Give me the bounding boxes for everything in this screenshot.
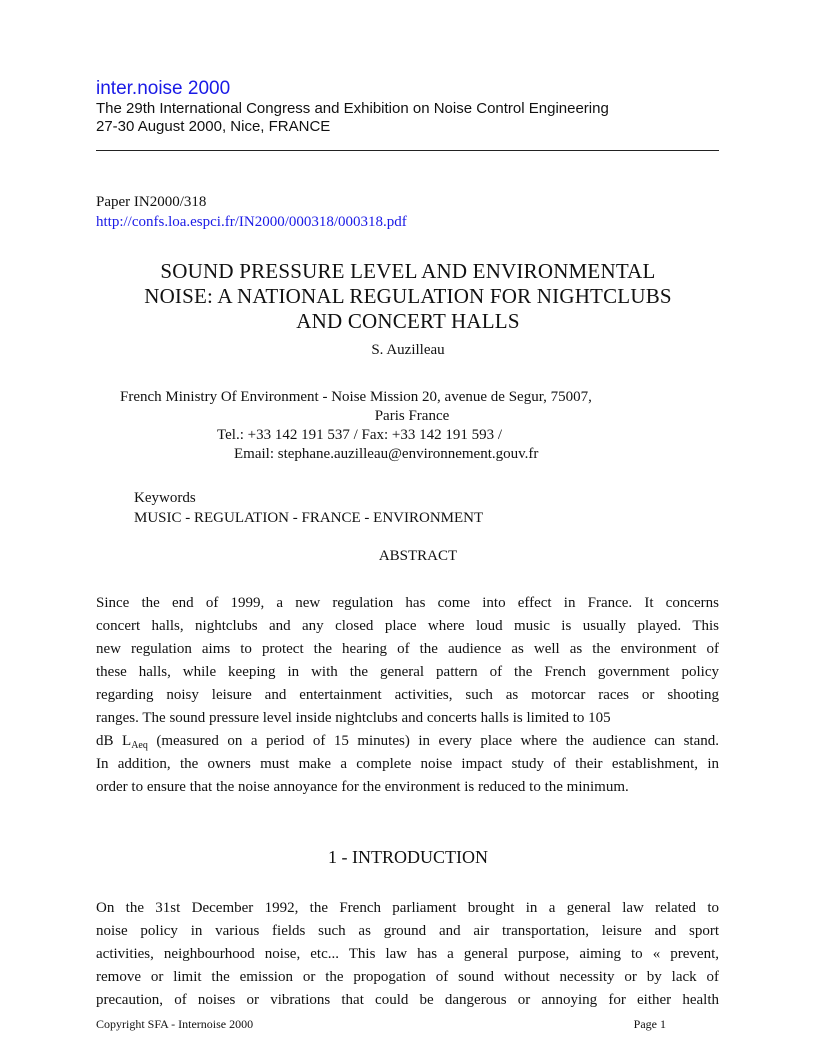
abstract-line: these halls, while keeping in with the general pattern of the French government policy <box>96 664 719 680</box>
paper-title <box>96 259 720 334</box>
introduction-line: precaution, of noises or vibrations that could be dangerous or annoying for either health <box>96 992 719 1008</box>
introduction-line: On the 31st December 1992, the French parliament brought in a general law related to <box>96 900 719 916</box>
level-unit: dB L <box>96 733 132 749</box>
keywords-label: Keywords <box>134 490 196 506</box>
author-name: S. Auzilleau <box>371 342 445 358</box>
level-text: (measured on a period of 15 minutes) in every place where the audience can stand. <box>147 733 719 749</box>
conference-header <box>96 78 720 136</box>
abstract-line-level <box>96 730 719 753</box>
introduction-line: remove or limit the emission or the propogation of sound without necessity or by lack of <box>96 969 719 985</box>
header-divider <box>96 150 719 151</box>
paper-meta <box>96 192 407 232</box>
title-line: SOUND PRESSURE LEVEL AND ENVIRONMENTAL <box>160 259 656 283</box>
title-line: NOISE: A NATIONAL REGULATION FOR NIGHTCLUBS <box>144 284 672 308</box>
page-footer <box>96 1016 666 1032</box>
keywords-list: MUSIC - REGULATION - FRANCE - ENVIRONMENT <box>134 510 484 526</box>
introduction-text <box>96 897 719 1012</box>
conference-subtitle: The 29th International Congress and Exhibition on Noise Control Engineering <box>96 100 609 117</box>
abstract-line: new regulation aims to protect the hearing of the audience as well as the environment of <box>96 641 719 657</box>
abstract-line: Since the end of 1999, a new regulation has come into effect in France. It concerns <box>96 595 719 611</box>
introduction-line: activities, neighbourhood noise, etc... This law has a general purpose, aiming to « prevent, <box>96 946 719 962</box>
abstract-line: regarding noisy leisure and entertainment activities, such as motorcar races or shooting <box>96 687 719 703</box>
abstract-line: concert halls, nightclubs and any closed place where loud music is usually played. This <box>96 618 719 634</box>
abstract-line: order to ensure that the noise annoyance for the environment is reduced to the minimum. <box>96 779 629 795</box>
introduction-line: noise policy in various fields such as ground and air transportation, leisure and sport <box>96 923 719 939</box>
page-number: Page 1 <box>633 1017 666 1031</box>
affiliation-email: Email: stephane.auzilleau@environnement.gouv.fr <box>234 446 539 462</box>
conference-dates: 27-30 August 2000, Nice, FRANCE <box>96 118 331 135</box>
abstract-heading: ABSTRACT <box>378 548 458 564</box>
abstract-text <box>96 592 719 799</box>
abstract-line: In addition, the owners must make a complete noise impact study of their establishment, in <box>96 756 719 772</box>
affiliation-line: Paris France <box>374 408 450 424</box>
affiliation-block <box>96 388 720 464</box>
affiliation-line: French Ministry Of Environment - Noise Mission 20, avenue de Segur, 75007, <box>120 389 592 405</box>
level-subscript: Aeq <box>131 740 148 751</box>
affiliation-line: Tel.: +33 142 191 537 / Fax: +33 142 191 593 / <box>217 427 503 443</box>
abstract-line: ranges. The sound pressure level inside nightclubs and concerts halls is limited to 105 <box>96 710 611 726</box>
keywords-block <box>134 488 483 528</box>
introduction-heading: 1 - INTRODUCTION <box>328 847 488 867</box>
paper-url-link[interactable]: http://confs.loa.espci.fr/IN2000/000318/000318.pdf <box>96 214 407 230</box>
footer-copyright: Copyright SFA - Internoise 2000 <box>96 1017 254 1031</box>
paper-id: Paper IN2000/318 <box>96 194 207 210</box>
title-line: AND CONCERT HALLS <box>296 309 520 333</box>
conference-name: inter.noise 2000 <box>96 78 231 99</box>
